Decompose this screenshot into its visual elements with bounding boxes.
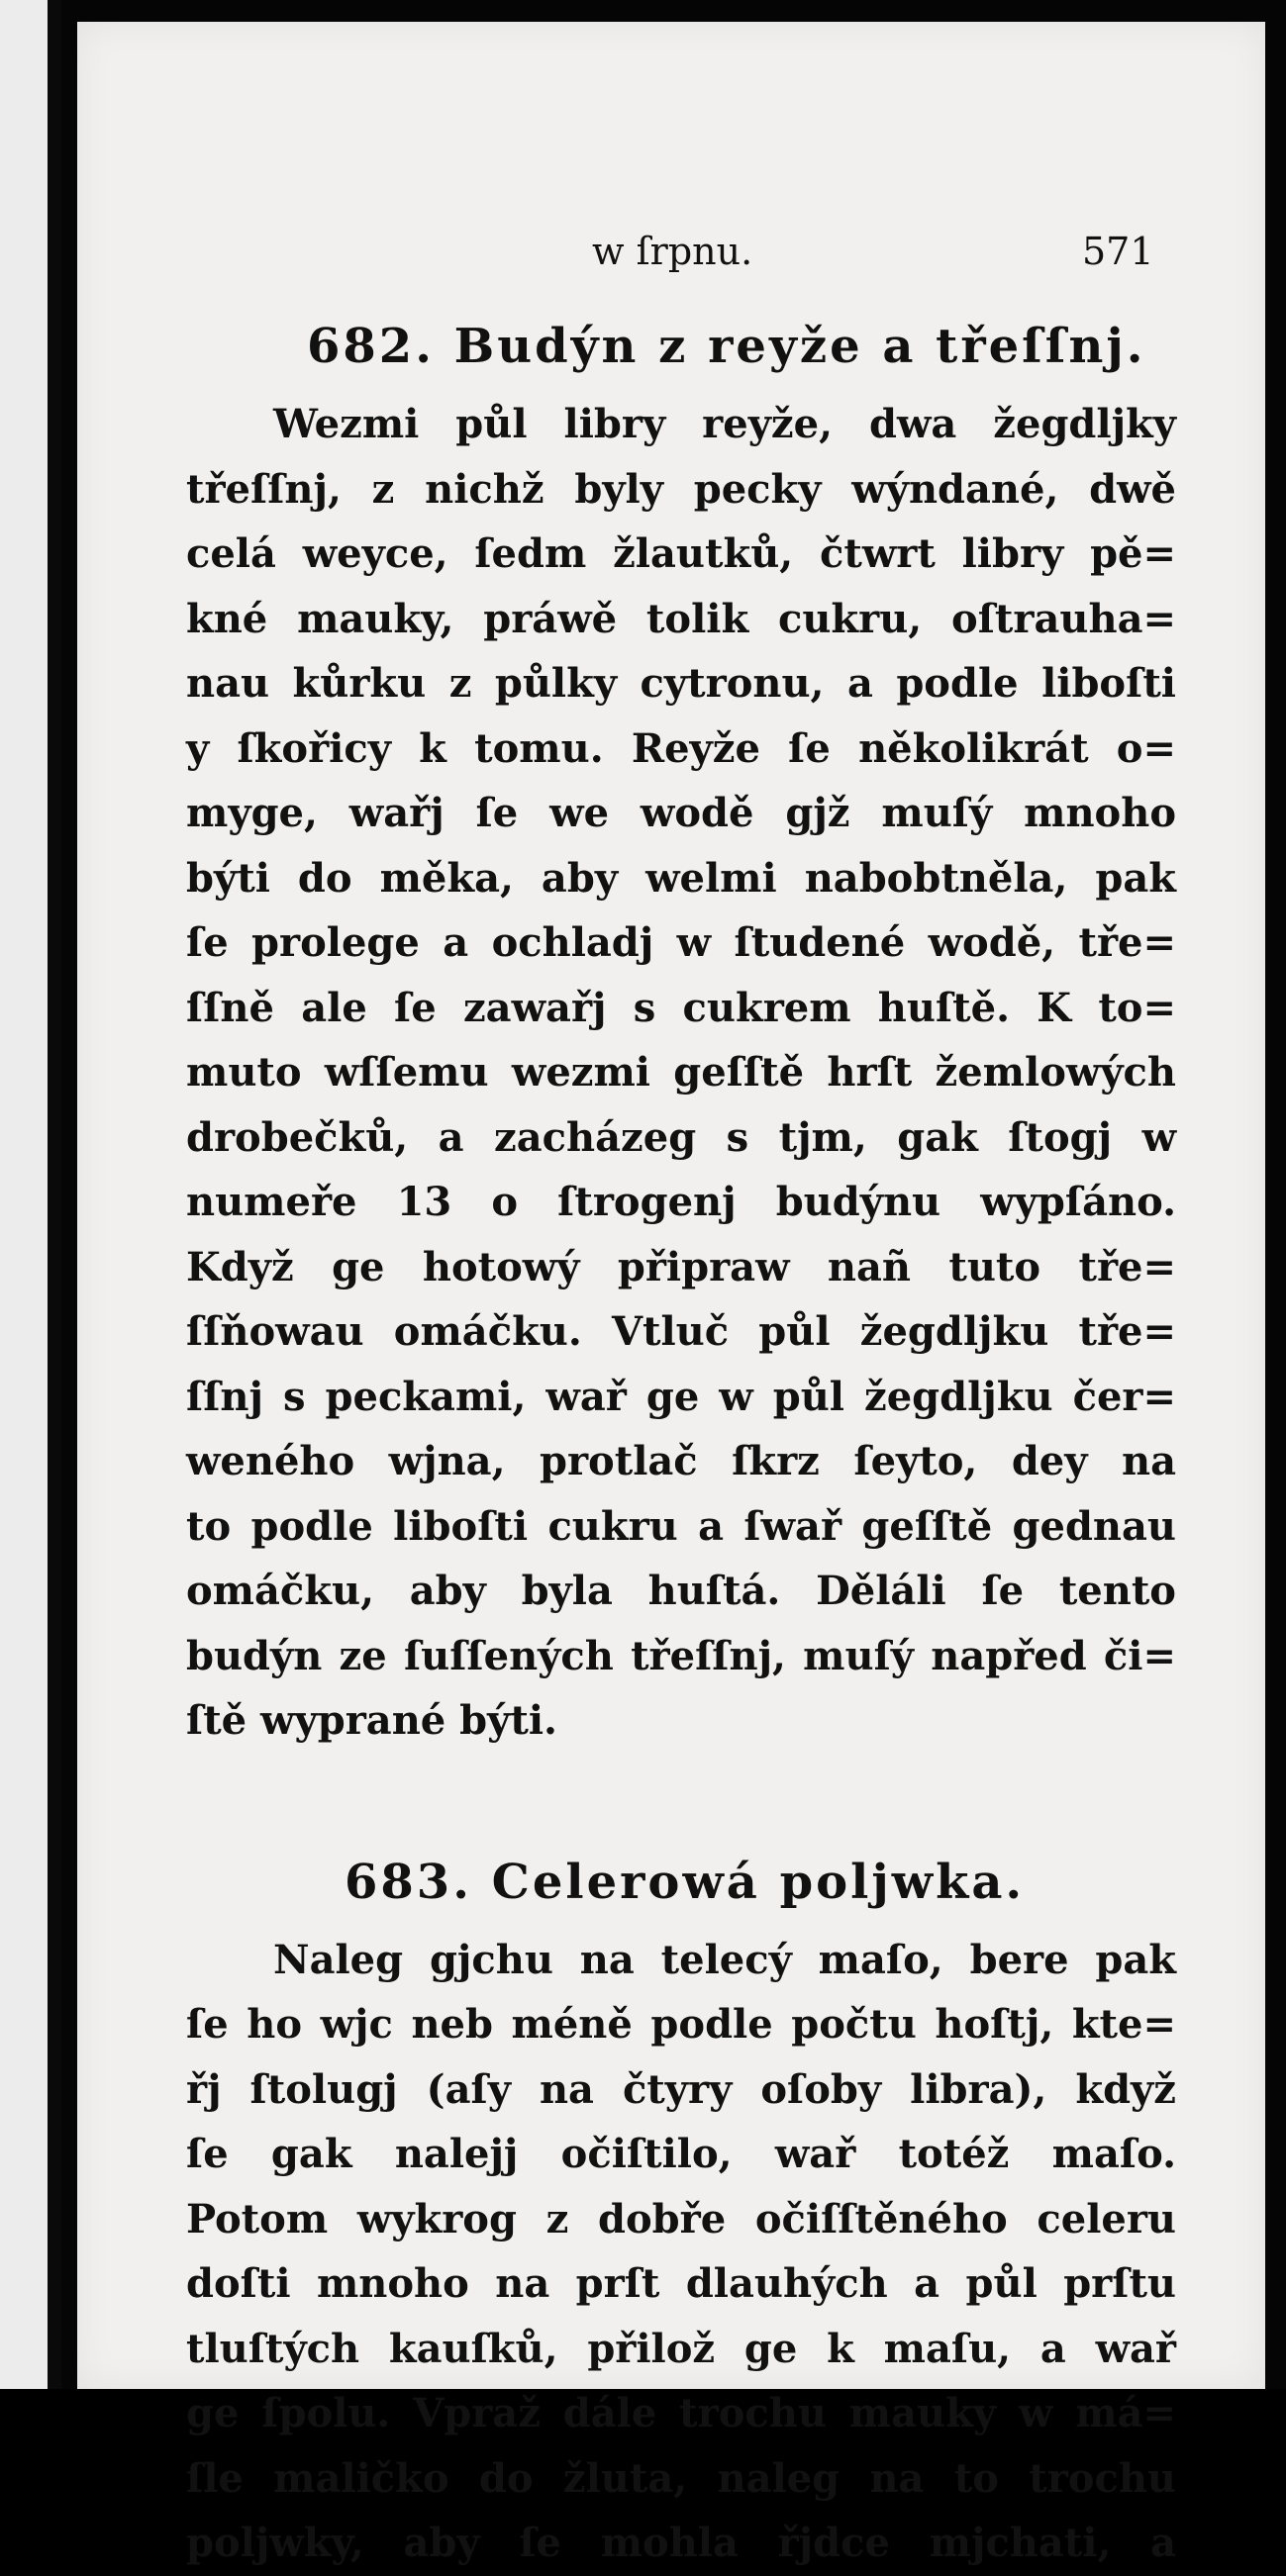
text-line: tluſtých kauſků, přilož ge k maſu, a wař xyxy=(186,2325,1176,2372)
text-line: omáčku, aby byla huſtá. Děláli ſe tento xyxy=(186,1568,1176,1614)
text-line: poljwky, aby ſe mohla řjdce mjchati, a xyxy=(186,2520,1176,2566)
text-line: y ſkořicy k tomu. Reyže ſe několikrát o= xyxy=(186,724,1176,772)
recipe-683-heading: 683. Celerowá poljwka. xyxy=(345,1854,1026,1910)
text-line: býti do měka, aby welmi nabobtněla, pak xyxy=(186,854,1176,902)
text-line: ge ſpolu. Vpraž dále trochu mauky w má= xyxy=(186,2390,1176,2436)
text-line: Když ge hotowý připraw nañ tuto tře= xyxy=(186,1243,1176,1290)
text-line: celá weyce, ſedm žlautků, čtwrt libry pě= xyxy=(186,530,1176,577)
recipe-682-body xyxy=(186,392,1176,1754)
text-line: Wezmi půl libry reyže, dwa žegdljky xyxy=(273,401,1176,447)
text-line: numeře 13 o ſtrogenj budýnu wypſáno. xyxy=(186,1179,1176,1225)
text-line: Naleg gjchu na telecý maſo, bere pak xyxy=(273,1936,1176,1983)
text-line: ſſně ale ſe zawařj s cukrem huſtě. K to= xyxy=(186,984,1176,1031)
text-block xyxy=(186,220,1176,2576)
text-line: ſtě wyprané býti. xyxy=(186,1697,557,1744)
text-line: ſe ho wjc neb méně podle počtu hoſtj, kte= xyxy=(186,2001,1176,2048)
text-line: doſti mnoho na prſt dlauhých a půl prſtu xyxy=(186,2260,1176,2307)
text-line: drobečků, a zacházeg s tjm, gak ſtogj w xyxy=(186,1113,1176,1161)
recipe-682-heading: 682. Budýn z reyže a třeſſnj. xyxy=(307,319,1146,374)
text-line: kné mauky, práwě tolik cukru, oſtrauha= xyxy=(186,595,1176,642)
text-line: ſſňowau omáčku. Vtluč půl žegdljku tře= xyxy=(186,1308,1176,1355)
page-number: 571 xyxy=(1082,230,1154,273)
book-page xyxy=(77,22,1265,2566)
text-line: to podle liboſti cukru a ſwař geſſtě gednau xyxy=(186,1502,1176,1550)
text-line: Potom wykrog z dobře očiſſtěného celeru xyxy=(186,2195,1176,2242)
previous-page-edge xyxy=(0,0,61,2389)
text-line: řj ſtolugj (aſy na čtyry oſoby libra), když xyxy=(186,2065,1176,2113)
text-line: muto wſſemu wezmi geſſtě hrſt žemlowých xyxy=(186,1049,1176,1096)
text-line: ſe prolege a ochladj w ſtudené wodě, tře= xyxy=(186,919,1176,966)
recipe-683-body xyxy=(186,1928,1176,2576)
text-line: nau kůrku z půlky cytronu, a podle liboſti xyxy=(186,660,1176,707)
text-line: weného wjna, protlač ſkrz ſeyto, dey na xyxy=(186,1438,1176,1484)
text-line: budýn ze ſuſſených třeſſnj, muſý napřed či= xyxy=(186,1632,1176,1679)
text-line: ſe gak nalejj očiſtilo, wař totéž maſo. xyxy=(186,2131,1176,2177)
running-head-title: w ſrpnu. xyxy=(592,230,753,273)
running-head xyxy=(186,220,1176,289)
text-line: ſle maličko do žluta, naleg na to trochu xyxy=(186,2454,1176,2502)
text-line: třeſſnj, z nichž byly pecky wýndané, dwě xyxy=(186,465,1176,513)
text-line: myge, wařj ſe we wodě gjž muſý mnoho xyxy=(186,790,1176,836)
section-gap xyxy=(186,1754,1176,1825)
text-line: ſſnj s peckami, wař ge w půl žegdljku čer= xyxy=(186,1373,1176,1420)
